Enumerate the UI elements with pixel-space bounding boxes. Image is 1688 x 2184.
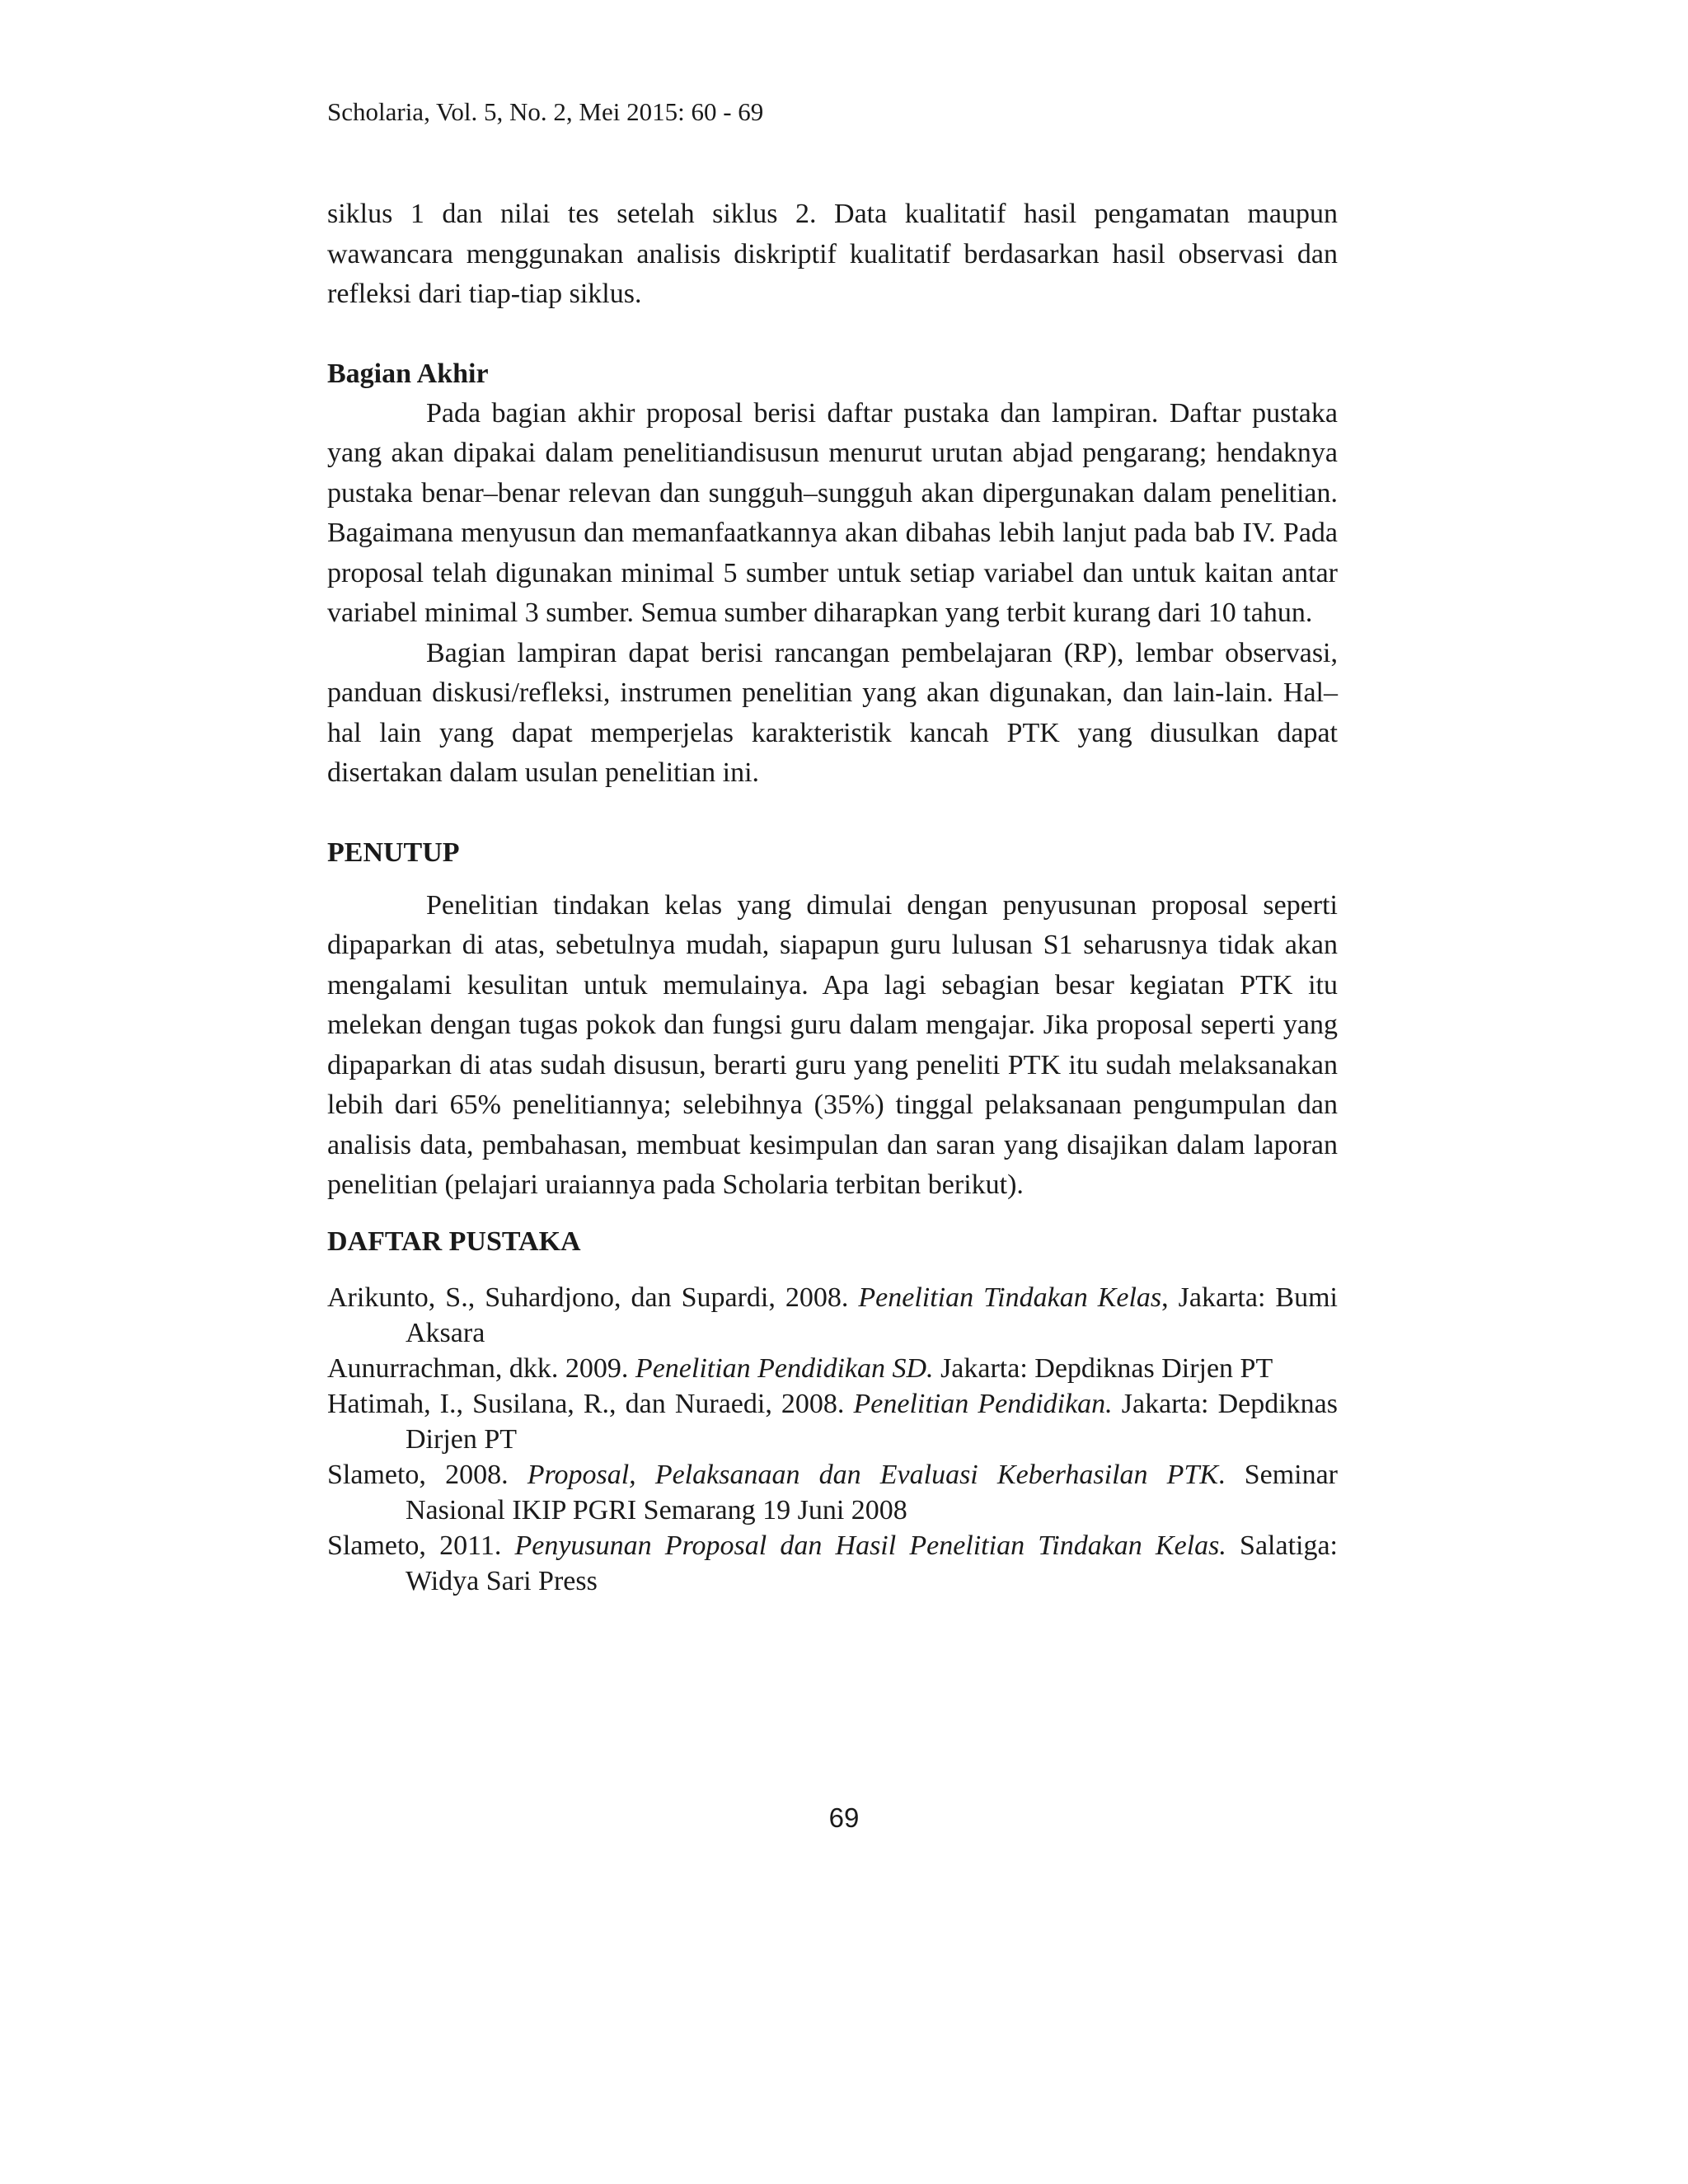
reference-item <box>327 1386 1338 1457</box>
reference-title: Penelitian Tindakan Kelas <box>858 1282 1162 1313</box>
section-heading-daftar-pustaka: DAFTAR PUSTAKA <box>327 1226 581 1257</box>
reference-item <box>327 1280 1338 1351</box>
reference-title: Penelitian Pendidikan. <box>853 1388 1113 1419</box>
reference-authors: Aunurrachman, dkk. 2009. <box>327 1352 635 1384</box>
reference-title: Penyusunan Proposal dan Hasil Penelitian Tindakan Kelas. <box>514 1530 1226 1561</box>
reference-authors: Slameto, 2008. <box>327 1459 528 1490</box>
reference-title: Proposal, Pelaksanaan dan Evaluasi Keberhasilan PTK <box>527 1459 1219 1490</box>
paragraph-daftar-pustaka-info: Pada bagian akhir proposal berisi daftar pustaka dan lampiran. Daftar pustaka yang akan dipakai dalam penelitiandisusun menurut urutan abjad pengarang; hendaknya pustaka benar–benar relevan dan sungguh–sungguh akan dipergunakan dalam penelitian. Bagaimana menyusun dan memanfaatkannya akan dibahas lebih lanjut pada bab IV. Pada proposal telah digunakan minimal 5 sumber untuk setiap variabel dan untuk kaitan antar variabel minimal 3 sumber. Semua sumber diharapkan yang terbit kurang dari 10 tahun. <box>327 397 1338 628</box>
reference-authors: Slameto, 2011. <box>327 1530 515 1561</box>
reference-item <box>327 1528 1338 1599</box>
reference-title: Penelitian Pendidikan SD. <box>635 1352 934 1384</box>
paragraph-lampiran-info: Bagian lampiran dapat berisi rancangan pembelajaran (RP), lembar observasi, panduan diskusi/refleksi, instrumen penelitian yang akan digunakan, dan lain-lain. Hal–hal lain yang dapat memperjelas karakteristik kancah PTK yang diusulkan dapat disertakan dalam usulan penelitian ini. <box>327 637 1338 788</box>
reference-publisher: Jakarta: Depdiknas Dirjen PT <box>933 1352 1273 1384</box>
reference-publisher: . Seminar Nasional IKIP PGRI Semarang 19 Juni 2008 <box>406 1459 1338 1526</box>
section-heading-bagian-akhir: Bagian Akhir <box>327 358 489 389</box>
article-body <box>327 194 1338 1599</box>
paragraph-penutup: Penelitian tindakan kelas yang dimulai dengan penyusunan proposal seperti dipaparkan di atas, sebetulnya mudah, siapapun guru lulusan S1 seharusnya tidak akan mengalami kesulitan untuk memulainya. Apa lagi sebagian besar kegiatan PTK itu melekan dengan tugas pokok dan fungsi guru dalam mengajar. Jika proposal seperti yang dipaparkan di atas sudah disusun, berarti guru yang peneliti PTK itu sudah melaksanakan lebih dari 65% penelitiannya; selebihnya (35%) tinggal pelaksanaan pengumpulan dan analisis data, pembahasan, membuat kesimpulan dan saran yang disajikan dalam laporan penelitian (pelajari uraiannya pada Scholaria terbitan berikut). <box>327 889 1338 1200</box>
reference-publisher: Jakarta: Depdiknas Dirjen PT <box>406 1388 1338 1455</box>
reference-authors: Arikunto, S., Suhardjono, dan Supardi, 2008. <box>327 1282 859 1313</box>
reference-item <box>327 1351 1338 1386</box>
reference-item <box>327 1457 1338 1528</box>
reference-publisher: Salatiga: Widya Sari Press <box>406 1530 1339 1596</box>
running-head: Scholaria, Vol. 5, No. 2, Mei 2015: 60 - 69 <box>327 97 764 126</box>
reference-publisher: , Jakarta: Bumi Aksara <box>406 1282 1338 1348</box>
reference-authors: Hatimah, I., Susilana, R., dan Nuraedi, 2008. <box>327 1388 854 1419</box>
intro-paragraph: siklus 1 dan nilai tes setelah siklus 2. Data kualitatif hasil pengamatan maupun wawancara menggunakan analisis diskriptif kualitatif berdasarkan hasil observasi dan refleksi dari tiap-tiap siklus. <box>327 199 1338 309</box>
page-number: 69 <box>828 1802 860 1833</box>
section-heading-penutup: PENUTUP <box>327 837 460 868</box>
reference-list <box>327 1280 1338 1599</box>
